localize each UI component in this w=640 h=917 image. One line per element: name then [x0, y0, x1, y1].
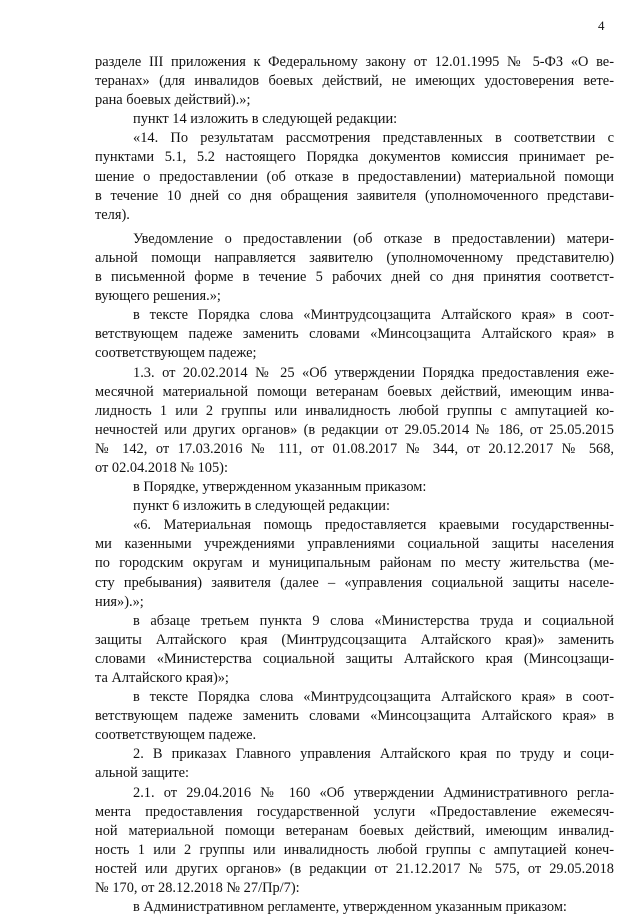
text-line: ной материальной помощи ветеранам боевых действий, имеющим инвалид- — [95, 822, 614, 839]
text-line: в письменной форме в течение 5 рабочих дней со дня принятия соответст- — [95, 269, 614, 286]
text-line: по городским округам и муниципальным районам по месту жительства (ме- — [95, 555, 614, 572]
text-line: в течение 10 дней со дня обращения заявителя (уполномоченного представи- — [95, 187, 614, 204]
text-line: теля). — [95, 206, 130, 223]
text-line: словами «Министерства социальной защиты Алтайского края (Минсоцзащи- — [95, 650, 614, 667]
text-line: сту пребывания) заявителя (далее – «управления социальной защиты населе- — [95, 574, 614, 591]
text-line: ветствующем падеже заменить словами «Минсоцзащита Алтайского края» в — [95, 326, 614, 343]
page-number: 4 — [598, 18, 605, 33]
text-line: месячной материальной помощи ветеранам боевых действий, имеющим инва- — [95, 383, 614, 400]
text-line: Уведомление о предоставлении (об отказе в предоставлении) матери- — [133, 230, 614, 247]
text-line: шение о предоставлении (об отказе в предоставлении) материальной помощи — [95, 168, 614, 185]
text-line: рана боевых действий).»; — [95, 92, 251, 109]
text-line: нечностей или других органов» (в редакции от 29.05.2014 № 186, от 25.05.2015 — [95, 421, 614, 438]
text-line: защиты Алтайского края (Минтрудсоцзащита Алтайского края)» заменить — [95, 631, 614, 648]
text-line: разделе III приложения к Федеральному закону от 12.01.1995 № 5-ФЗ «О ве- — [95, 54, 614, 70]
text-line: ность 1 или 2 группы или инвалидность любой группы с ампутацией конеч- — [95, 841, 614, 858]
text-line: теранах» (для инвалидов боевых действий, не имеющих удостоверения вете- — [95, 73, 614, 90]
text-line: пунктами 5.1, 5.2 настоящего Порядка документов комиссия принимает ре- — [95, 149, 614, 166]
text-line: 2. В приказах Главного управления Алтайского края по труду и соци- — [133, 746, 614, 763]
text-line: ния»).»; — [95, 593, 144, 610]
text-line: ностей или других органов» (в редакции от 21.12.2017 № 575, от 29.05.2018 — [95, 860, 614, 877]
text-line: от 02.04.2018 № 105): — [95, 459, 228, 476]
text-line: соответствующем падеже; — [95, 345, 257, 362]
text-line: соответствующем падеже. — [95, 727, 257, 744]
text-line: в тексте Порядка слова «Минтрудсоцзащита Алтайского края» в соот- — [133, 689, 614, 706]
text-line: та Алтайского края)»; — [95, 670, 229, 686]
text-line: «14. По результатам рассмотрения представленных в соответствии с — [133, 130, 614, 147]
text-line: ми казенными учреждениями управлениями социальной защиты населения — [95, 536, 614, 553]
text-line: вующего решения.»; — [95, 288, 221, 305]
text-line: № 170, от 28.12.2018 № 27/Пр/7): — [95, 880, 300, 897]
text-line: ветствующем падеже заменить словами «Минсоцзащита Алтайского края» в — [95, 708, 614, 725]
text-line: альной помощи направляется заявителю (уполномоченному представителю) — [95, 249, 614, 266]
text-line: пункт 6 изложить в следующей редакции: — [133, 498, 390, 515]
text-line: пункт 14 изложить в следующей редакции: — [133, 111, 398, 128]
text-line: в абзаце третьем пункта 9 слова «Министерства труда и социальной — [133, 612, 614, 629]
text-line: альной защите: — [95, 765, 189, 782]
text-line: лидность 1 или 2 группы или инвалидность любой группы с ампутацией ко- — [95, 402, 614, 419]
text-line: 2.1. от 29.04.2016 № 160 «Об утверждении Административного регла- — [133, 784, 614, 801]
text-line: в Порядке, утвержденном указанным приказом: — [133, 479, 427, 496]
text-line: 1.3. от 20.02.2014 № 25 «Об утверждении Порядка предоставления еже- — [133, 364, 614, 381]
text-line: № 142, от 17.03.2016 № 111, от 01.08.2017 № 344, от 20.12.2017 № 568, — [95, 440, 614, 457]
text-line: мента предоставления государственной услуги «Предоставление ежемесяч- — [95, 803, 614, 820]
document-body — [95, 53, 614, 917]
text-line: в Административном регламенте, утвержденном указанным приказом: — [133, 899, 567, 916]
text-line: в тексте Порядка слова «Минтрудсоцзащита Алтайского края» в соот- — [133, 307, 614, 324]
text-line: «6. Материальная помощь предоставляется краевыми государственны- — [133, 517, 614, 534]
